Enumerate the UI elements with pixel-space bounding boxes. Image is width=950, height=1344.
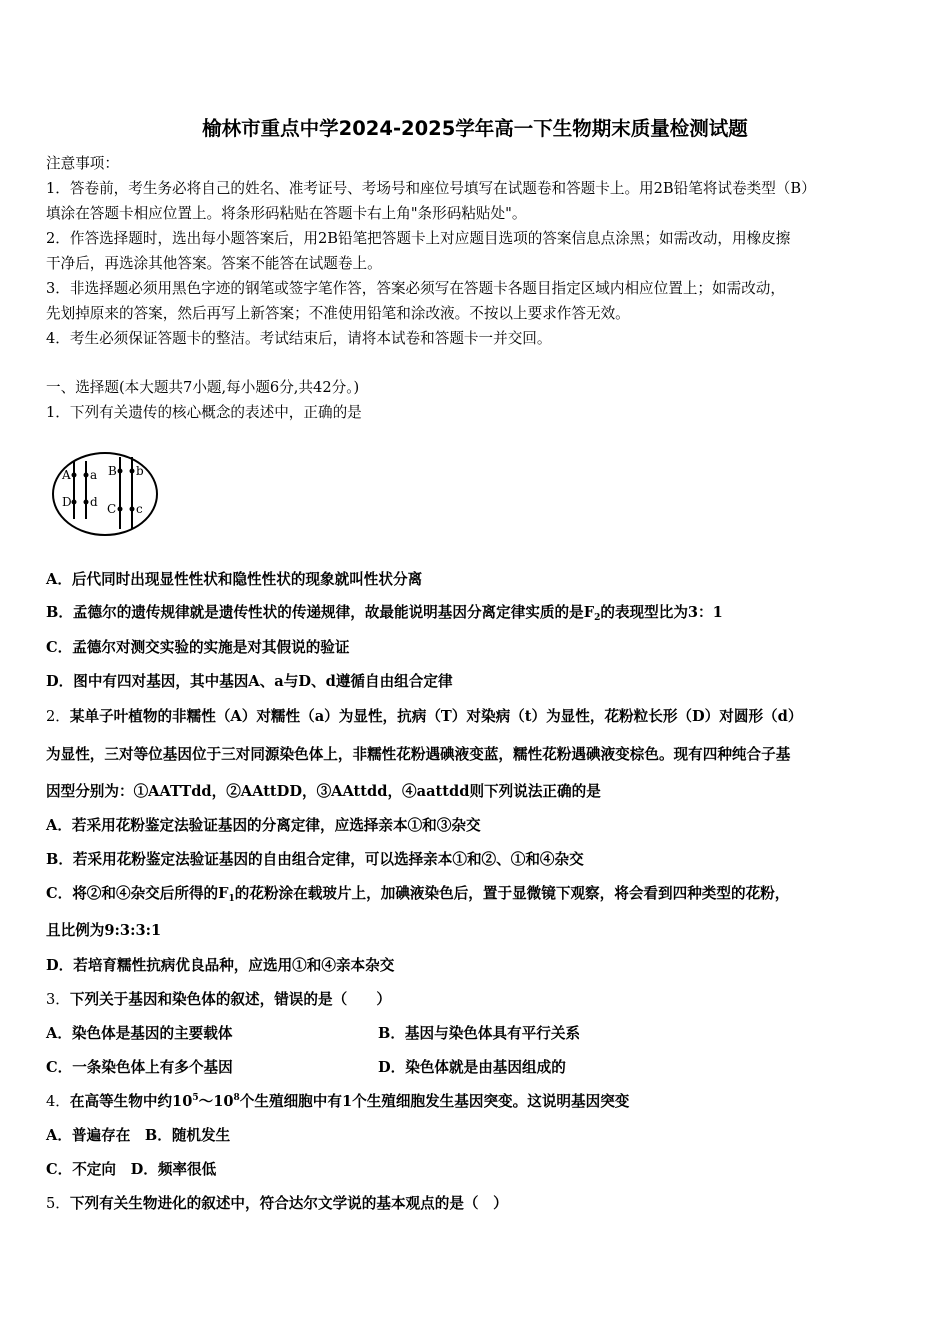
gene-label: B [108,464,117,478]
option-text: 的表现型比为3：1 [600,604,723,621]
option-b: B．基因与染色体具有平行关系 [378,1025,581,1042]
gene-label: A [62,468,71,482]
option-d: D．图中有四对基因，其中基因A、a与D、d遵循自由组合定律 [46,673,453,690]
notice-line: 先划掉原来的答案，然后再写上新答案；不准使用铅笔和涂改液。不按以上要求作答无效。 [46,305,630,322]
page-title: 榆林市重点中学2024-2025学年高一下生物期末质量检测试题 [202,117,748,140]
question-1-stem [46,401,362,422]
question-text: ～10 [198,1093,234,1110]
question-number: 3． [46,991,70,1008]
gene-locus [118,507,123,512]
option-a: A．染色体是基因的主要载体 [46,1025,233,1042]
question-number: 1． [46,404,70,421]
option-c-continued: 且比例为9:3:3:1 [46,922,162,939]
notice-line: 2．作答选择题时，选出每小题答案后，用2B铅笔把答题卡上对应题目选项的答案信息点涂黑；如需改动，用橡皮擦 [46,230,791,247]
notice-heading: 注意事项： [46,155,119,172]
superscript: 5 [192,1093,199,1103]
question-2-stem [46,705,802,726]
question-text: 某单子叶植物的非糯性（A）对糯性（a）为显性，抗病（T）对染病（t）为显性，花粉粒长形（D）对圆形（d） [69,708,803,725]
option-a: A．若采用花粉鉴定法验证基因的分离定律，应选择亲本①和③杂交 [46,817,481,834]
question-text: 下列有关生物进化的叙述中，符合达尔文学说的基本观点的是（ ） [69,1195,508,1212]
question-number: 5． [46,1195,70,1212]
question-5-stem [46,1192,508,1213]
gene-locus [72,500,77,505]
option-d: D．染色体就是由基因组成的 [378,1059,566,1076]
notice-line: 填涂在答题卡相应位置上。将条形码粘贴在答题卡右上角"条形码粘贴处"。 [46,205,527,222]
subscript: 2 [594,613,601,623]
question-text: 因型分别为：①AATTdd，②AAttDD，③AAttdd，④aattdd则下列说法正确的是 [46,783,601,800]
gene-locus [130,507,135,512]
section-heading: 一、选择题(本大题共7小题,每小题6分,共42分。) [46,379,360,396]
options-ab: A．普遍存在 B．随机发生 [46,1127,231,1144]
question-text: 下列有关遗传的核心概念的表述中，正确的是 [69,404,362,421]
gene-locus [72,473,77,478]
option-b: B．若采用花粉鉴定法验证基因的自由组合定律，可以选择亲本①和②、①和④杂交 [46,851,584,868]
gene-locus [130,469,135,474]
gene-label: C [107,502,117,516]
question-number: 2． [46,708,70,725]
option-text: C．将②和④杂交后所得的F [46,885,229,902]
option-a: A．后代同时出现显性性状和隐性性状的现象就叫性状分离 [46,571,423,588]
question-text: 在高等生物中约10 [69,1093,193,1110]
question-text: 个生殖细胞中有1个生殖细胞发生基因突变。这说明基因突变 [239,1093,630,1110]
option-d: D．若培育糯性抗病优良品种，应选用①和④亲本杂交 [46,957,395,974]
gene-label: b [136,464,144,478]
notice-line: 干净后，再选涂其他答案。答案不能答在试题卷上。 [46,255,382,272]
question-4-stem [46,1090,629,1111]
question-3-stem [46,988,391,1009]
notice-line: 1．答卷前，考生务必将自己的姓名、准考证号、考场号和座位号填写在试题卷和答题卡上。用2B铅笔将试卷类型（B） [46,180,816,197]
gene-label: D [62,495,72,509]
gene-label: a [90,468,98,482]
question-number: 4． [46,1093,70,1110]
options-cd: C．不定向 D．频率很低 [46,1161,217,1178]
gene-label: c [136,502,143,516]
notice-line: 4．考生必须保证答题卡的整洁。考试结束后，请将本试卷和答题卡一并交回。 [46,330,552,347]
chromosome-diagram [50,449,162,543]
option-c [46,882,789,904]
gene-label: d [90,495,98,509]
gene-locus [84,500,89,505]
superscript: 8 [233,1093,240,1103]
gene-locus [84,473,89,478]
notice-line: 3．非选择题必须用黑色字迹的钢笔或签字笔作答，答案必须写在答题卡各题目指定区域内相应位置上；如需改动， [46,280,785,297]
option-b [46,601,723,623]
option-text: B．孟德尔的遗传规律就是遗传性状的传递规律，故最能说明基因分离定律实质的是F [46,604,595,621]
option-c: C．一条染色体上有多个基因 [46,1059,233,1076]
gene-locus [118,469,123,474]
option-text: 的花粉涂在载玻片上，加碘液染色后，置于显微镜下观察，将会看到四种类型的花粉， [234,885,790,902]
subscript: 1 [228,894,235,904]
question-text: 下列关于基因和染色体的叙述，错误的是（ ） [69,991,391,1008]
option-c: C．孟德尔对测交实验的实施是对其假说的验证 [46,639,350,656]
question-text: 为显性，三对等位基因位于三对同源染色体上，非糯性花粉遇碘液变蓝，糯性花粉遇碘液变棕色。现有四种纯合子基 [46,746,791,763]
